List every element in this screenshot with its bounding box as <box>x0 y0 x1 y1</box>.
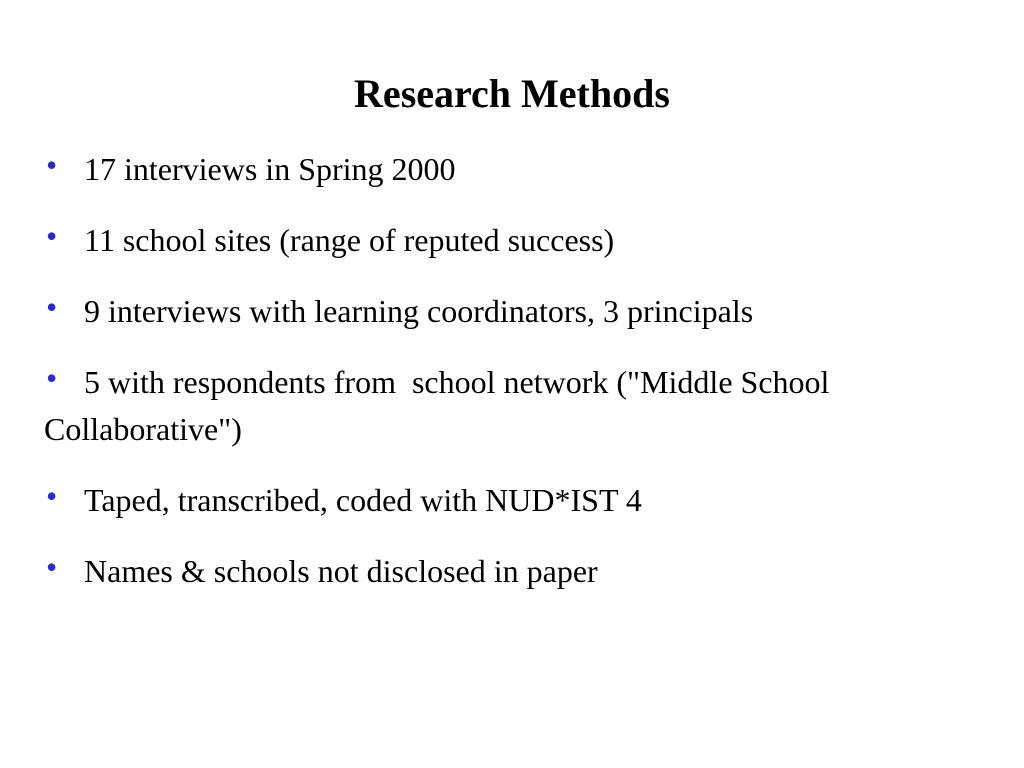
bullet-item <box>44 217 944 264</box>
bullet-icon: • <box>46 478 58 514</box>
bullet-text: Taped, transcribed, coded with NUD*IST 4 <box>84 482 642 518</box>
bullet-item <box>44 548 944 595</box>
bullet-list <box>44 146 944 619</box>
bullet-text: 5 with respondents from school network ("Middle School Collaborative") <box>44 364 838 447</box>
bullet-item <box>44 146 944 193</box>
bullet-icon: • <box>46 360 58 396</box>
bullet-item <box>44 288 944 335</box>
bullet-text: 9 interviews with learning coordinators, 3 principals <box>84 293 754 329</box>
slide-title: Research Methods <box>354 71 670 116</box>
bullet-item <box>44 359 944 453</box>
bullet-icon: • <box>46 549 58 585</box>
bullet-text: Names & schools not disclosed in paper <box>84 553 598 589</box>
bullet-icon: • <box>46 218 58 254</box>
bullet-text: 17 interviews in Spring 2000 <box>84 151 456 187</box>
bullet-icon: • <box>46 289 58 325</box>
bullet-text: 11 school sites (range of reputed success) <box>84 222 615 258</box>
bullet-icon: • <box>46 147 58 183</box>
bullet-item <box>44 477 944 524</box>
